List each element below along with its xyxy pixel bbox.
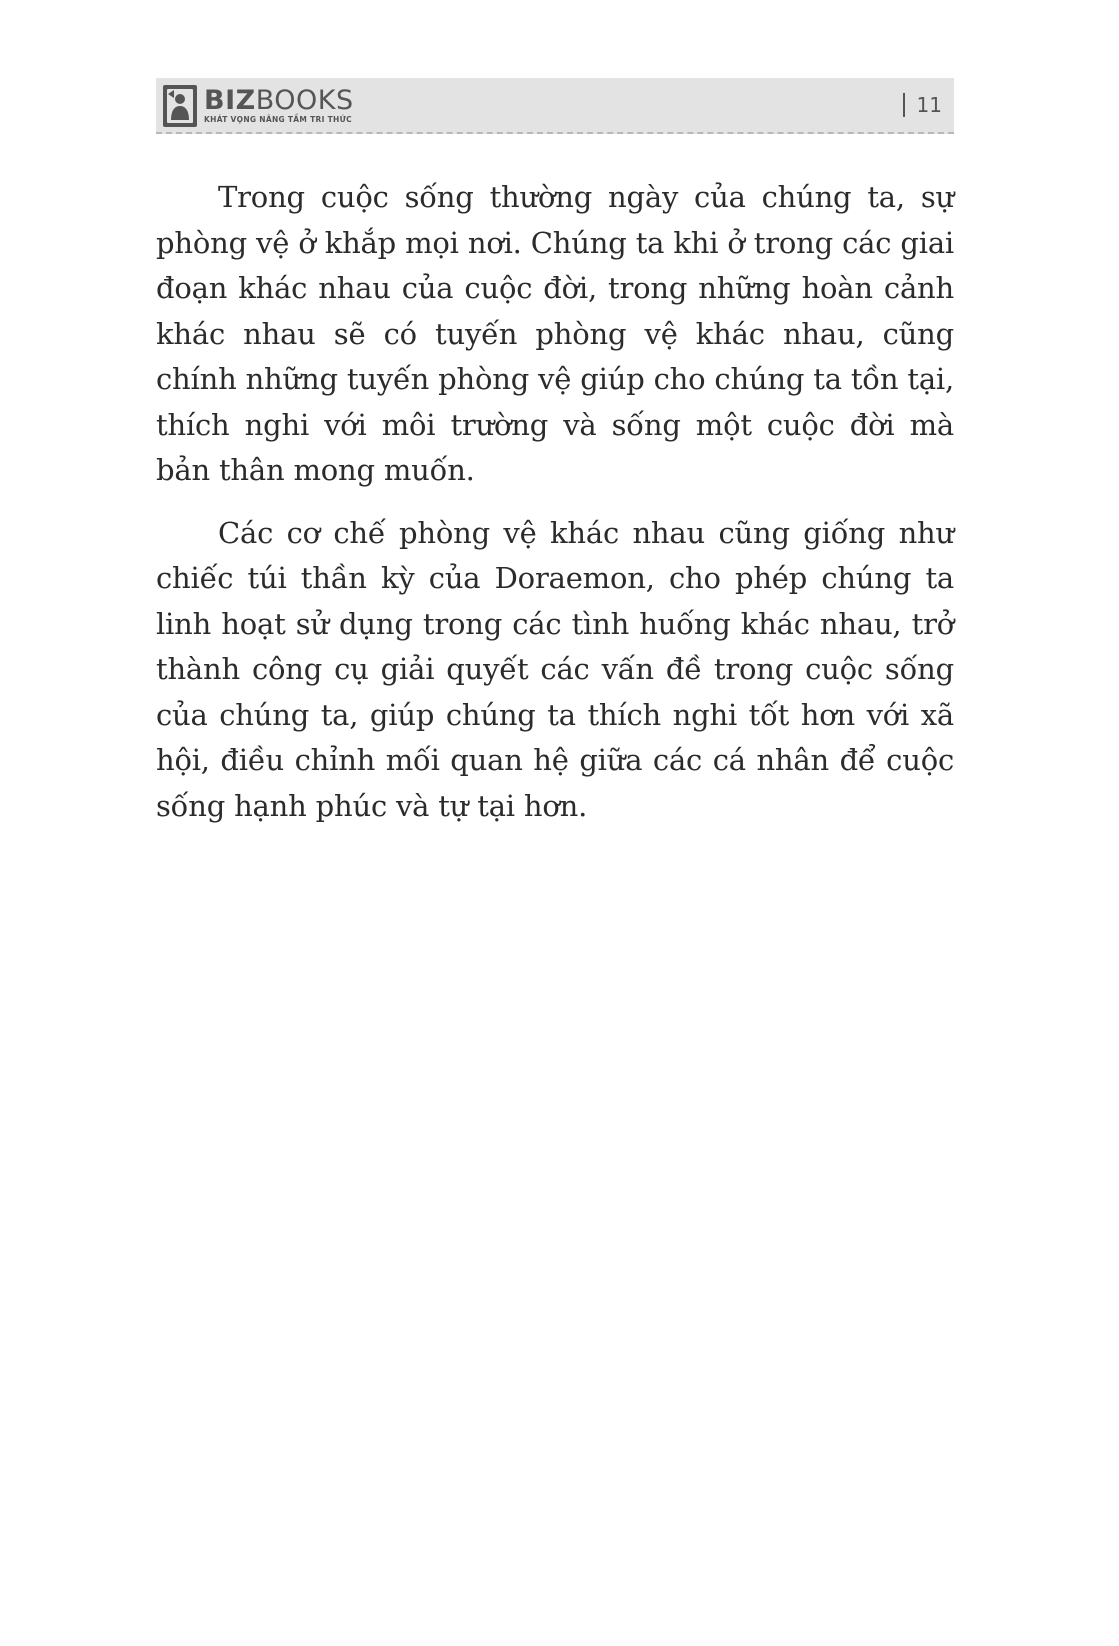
paragraph: Trong cuộc sống thường ngày của chúng ta, sự phòng vệ ở khắp mọi nơi. Chúng ta khi ở trong các giai đoạn khác nhau của cuộc đời, trong những hoàn cảnh khác nhau sẽ có tuyến phòng vệ khác nhau, cũng chính những tuyến phòng vệ giúp cho chúng ta tồn tại, thích nghi với môi trường và sống một cuộc đời mà bản thân mong muốn. <box>156 180 954 487</box>
paragraph: Các cơ chế phòng vệ khác nhau cũng giống như chiếc túi thần kỳ của Doraemon, cho phép chúng ta linh hoạt sử dụng trong các tình huống khác nhau, trở thành công cụ giải quyết các vấn đề trong cuộc sống của chúng ta, giúp chúng ta thích nghi tốt hơn với xã hội, điều chỉnh mối quan hệ giữa các cá nhân để cuộc sống hạnh phúc và tự tại hơn. <box>156 515 954 823</box>
brand-name <box>204 87 354 115</box>
publisher-logo <box>162 84 354 128</box>
page-header <box>156 78 954 134</box>
page-number-value: 11 <box>916 93 942 117</box>
brand-tagline: KHÁT VỌNG NÂNG TẦM TRI THỨC <box>204 115 352 124</box>
bizbooks-logo-icon <box>162 84 198 128</box>
brand-name-light: BOOKS <box>255 85 354 116</box>
brand-name-bold: BIZ <box>204 85 256 116</box>
page-number <box>903 90 942 120</box>
body-text <box>156 175 954 846</box>
logo-text <box>204 87 354 125</box>
page-number-divider <box>903 93 905 117</box>
